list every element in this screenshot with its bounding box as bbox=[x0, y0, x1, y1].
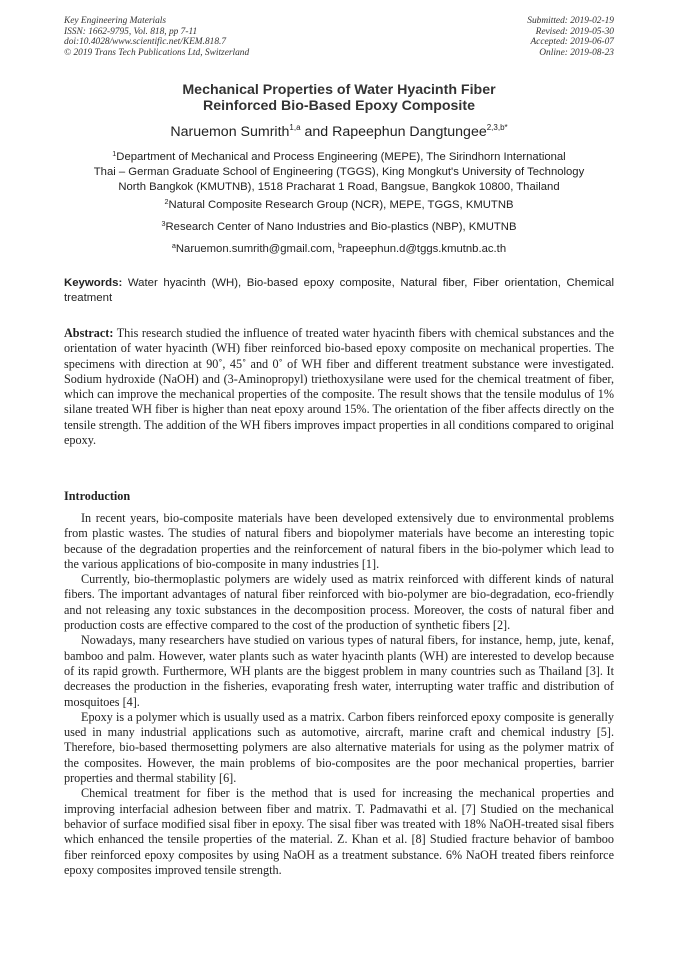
title-line-1: Mechanical Properties of Water Hyacinth Fiber bbox=[182, 82, 496, 98]
abstract-section bbox=[64, 326, 614, 448]
author-2-affil: 2,3,b* bbox=[486, 123, 508, 132]
keywords-section bbox=[64, 276, 614, 305]
date-submitted: Submitted: 2019-02-19 bbox=[527, 16, 614, 26]
paragraph: Currently, bio-thermoplastic polymers are widely used as matrix reinforced with different kinds of natural fibers. The important advantages of natural fiber reinforced with bio-polymer are bio-degradation, eco-friendly and not releasing any toxic substances in the decomposition process. Moreover, the costs of natural fiber and production costs are effective compared to the cost of the production of synthetic fibers [2]. bbox=[64, 572, 614, 633]
email-a: Naruemon.sumrith@gmail.com, bbox=[175, 243, 339, 255]
paragraph: In recent years, bio-composite materials have been developed extensively due to environmental problems from plastic wastes. The studies of natural fibers and biopolymer materials have become an interesting topic because of the degradation properties and the reinforcement of natural fibers in the bio-polymer which lead to the various applications of bio-composite in many industries [1]. bbox=[64, 511, 614, 571]
affiliation-1-marker: 1 bbox=[112, 149, 117, 158]
submission-dates bbox=[527, 16, 614, 58]
affiliation-1 bbox=[60, 150, 618, 195]
affiliation-1-line-1 bbox=[60, 150, 618, 165]
author-list bbox=[0, 124, 678, 140]
email-a-marker: a bbox=[171, 241, 176, 250]
affiliation-2-marker: 2 bbox=[164, 197, 169, 206]
introduction-heading: Introduction bbox=[64, 489, 131, 503]
journal-doi: doi:10.4028/www.scientific.net/KEM.818.7 bbox=[64, 37, 227, 48]
abstract-text: This research studied the influence of treated water hyacinth fibers with chemical substances and the orientation of water hyacinth (WH) fiber reinforced bio-based epoxy composite on mechanical properties. The specimens with direction at 90˚, 45˚ and 0˚ of WH fiber and different treatment substance were investigated. Sodium hydroxide (NaOH) and (3-Aminopropyl) triethoxysilane were used for the chemical treatment of fiber, which can improve the mechanical properties of the composite. The result shows that the tensile modulus of 1% silane treated WH fiber is higher than neat epoxy around 15%. The orientation of the fiber affects directly on the tensile strength. The addition of the WH fibers improves impact properties in all conditions compared to original epoxy. bbox=[64, 326, 614, 448]
paragraph: Nowadays, many researchers have studied on various types of natural fibers, for instance, hemp, jute, kenaf, bamboo and palm. However, water plants such as water hyacinth plants (WH) are interested to develop because of its rapid growth. Furthermore, WH plants are the biggest problem in many countries such as Thailand [3]. It decreases the production in the fisheries, evaporating fresh water, interrupting water traffic and distribution of mosquitoes [4]. bbox=[64, 633, 614, 709]
date-online: Online: 2019-08-23 bbox=[539, 47, 614, 58]
abstract-label: Abstract: bbox=[64, 326, 114, 340]
affiliation-3 bbox=[60, 220, 618, 235]
author-1: Naruemon Sumrith bbox=[170, 124, 290, 140]
journal-info bbox=[64, 16, 249, 58]
author-1-affil: 1,a bbox=[289, 123, 301, 132]
journal-issn: ISSN: 1662-9795, Vol. 818, pp 7-11 bbox=[64, 26, 198, 37]
affiliation-1-line-2: Thai – German Graduate School of Engineering (TGGS), King Mongkut's University of Technology bbox=[93, 166, 585, 178]
keywords-text: Water hyacinth (WH), Bio-based epoxy composite, Natural fiber, Fiber orientation, Chemical treatment bbox=[64, 277, 614, 304]
keywords-label: Keywords: bbox=[64, 277, 123, 289]
title-line-2: Reinforced Bio-Based Epoxy Composite bbox=[203, 98, 475, 114]
date-accepted: Accepted: 2019-06-07 bbox=[530, 37, 614, 48]
affiliation-3-text: Research Center of Nano Industries and Bio-plastics (NBP), KMUTNB bbox=[165, 221, 517, 233]
paragraph: Epoxy is a polymer which is usually used as a matrix. Carbon fibers reinforced epoxy composite is generally used in many industrial applications such as automotive, aircraft, marine craft and chemical industry [5]. Therefore, bio-based thermosetting polymers are also alternative materials for using as the polymer matrix of the composites. However, the main problems of bio-composites are the poor mechanical properties, barrier properties and thermal stability [6]. bbox=[64, 709, 614, 786]
email-b-marker: b bbox=[338, 241, 343, 250]
paper-title bbox=[0, 82, 678, 114]
paragraph: Chemical treatment for fiber is the method that is used for increasing the mechanical properties and improving interfacial adhesion between fiber and matrix. T. Padmavathi et al. [7] Studied on the mechanical behavior of surface modified sisal fiber in epoxy. The sisal fiber was treated with 18% NaOH-treated sisal fibers which enhanced the tensile properties of the material. Z. Khan et al. [8] Studied fracture behavior of bamboo fiber reinforced epoxy composites by using NaOH as a treatment substance. 6% NaOH treated fibers reinforce epoxy composites improved tensile strength. bbox=[64, 786, 614, 877]
author-connector: and bbox=[300, 124, 333, 140]
journal-copyright: © 2019 Trans Tech Publications Ltd, Switzerland bbox=[64, 47, 250, 58]
affiliation-3-marker: 3 bbox=[161, 219, 166, 228]
affiliation-2 bbox=[60, 198, 618, 213]
affiliation-1-line-3: North Bangkok (KMUTNB), 1518 Pracharat 1 Road, Bangsue, Bangkok 10800, Thailand bbox=[118, 181, 560, 193]
author-2: Rapeephun Dangtungee bbox=[332, 124, 487, 140]
affiliation-1-text-1: Department of Mechanical and Process Engineering (MEPE), The Sirindhorn International bbox=[116, 151, 566, 163]
introduction-body bbox=[64, 511, 614, 878]
affiliation-2-text: Natural Composite Research Group (NCR), MEPE, TGGS, KMUTNB bbox=[168, 199, 514, 211]
journal-name: Key Engineering Materials bbox=[64, 16, 167, 26]
date-revised: Revised: 2019-05-30 bbox=[535, 26, 614, 37]
author-emails bbox=[60, 242, 618, 257]
email-b: rapeephun.d@tggs.kmutnb.ac.th bbox=[342, 243, 507, 255]
